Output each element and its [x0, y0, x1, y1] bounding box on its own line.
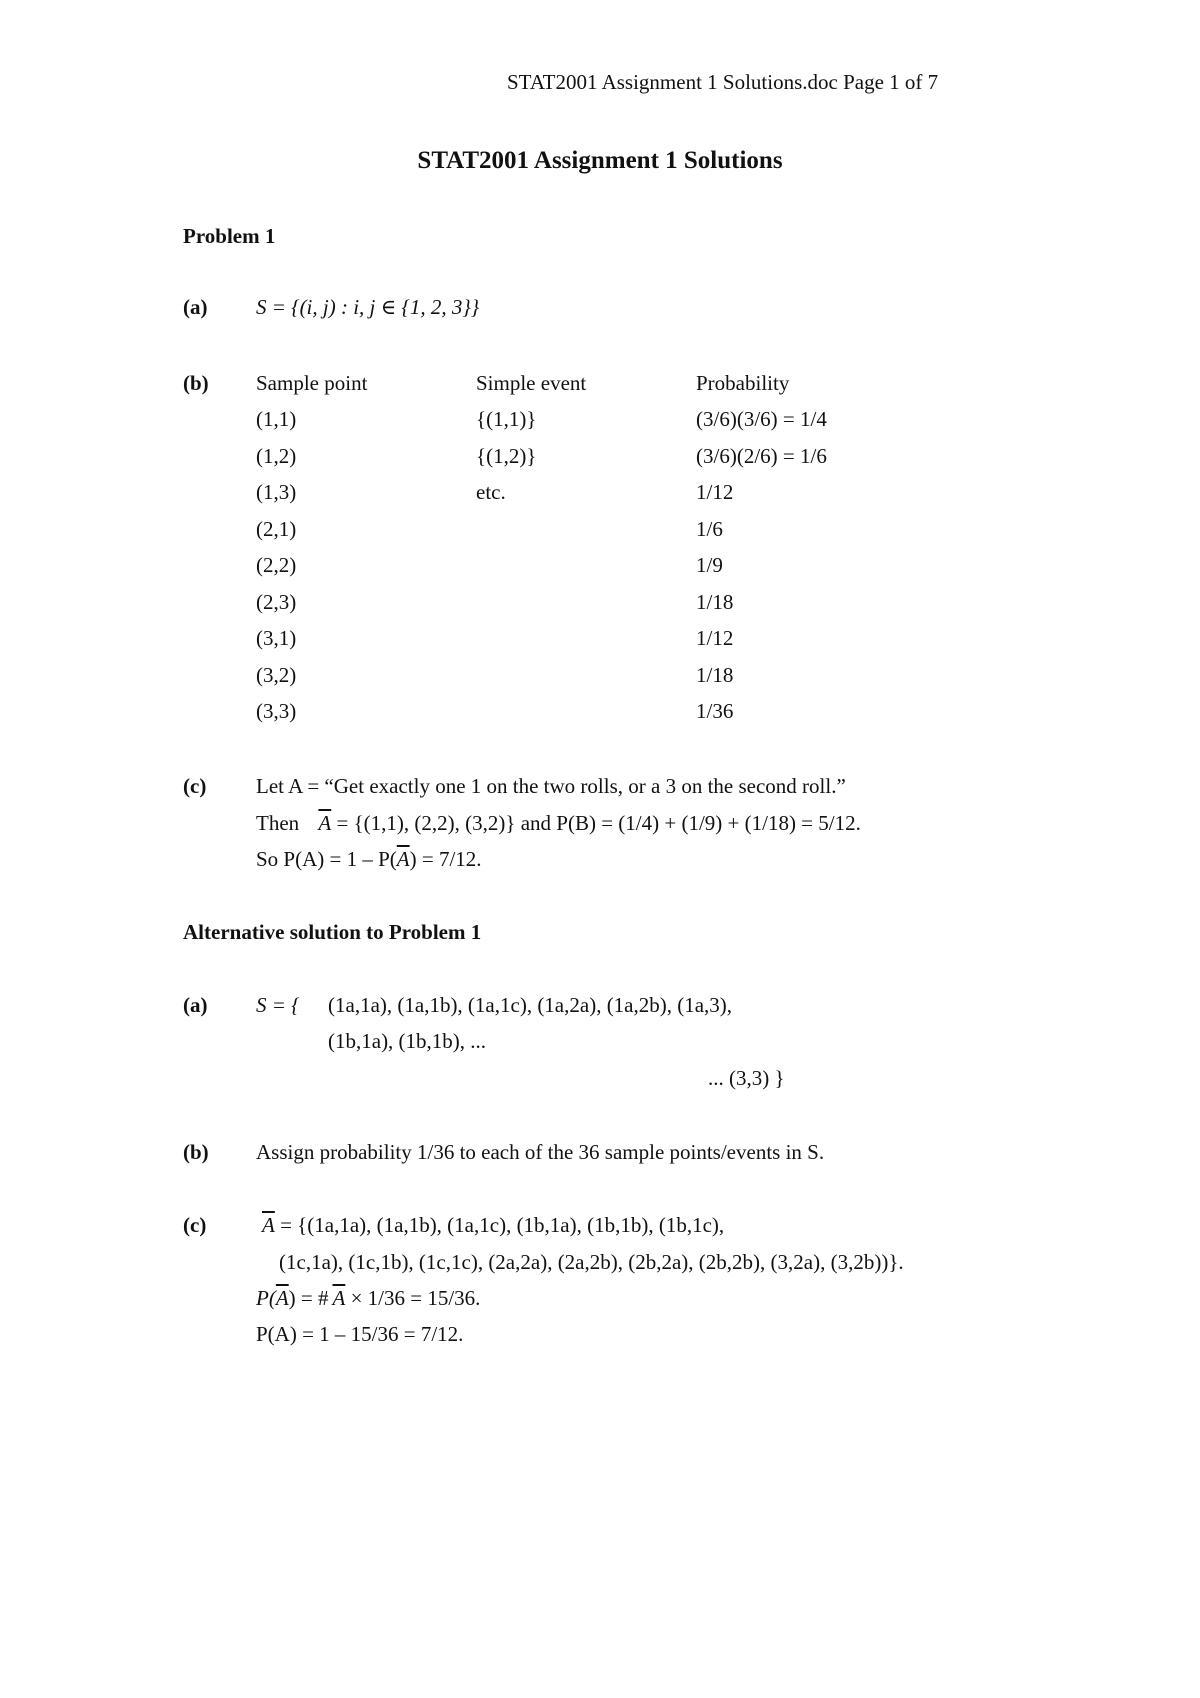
- equal-probability-statement: Assign probability 1/36 to each of the 36 sample points/events in S.: [256, 1140, 825, 1164]
- sample-point-cell: (1,1): [256, 407, 297, 431]
- probability-cell: (3/6)(2/6) = 1/6: [696, 444, 827, 468]
- a-bar-symbol: $\overline{A}$: [396, 847, 410, 871]
- p-prefix: P(: [256, 1286, 276, 1310]
- sample-point-cell: (1,2): [256, 444, 297, 468]
- sample-point-cell: (3,3): [256, 699, 297, 723]
- column-header-sample-point: Sample point: [256, 371, 368, 395]
- a-bar-symbol: $\overline{A}$: [332, 1286, 346, 1310]
- sample-space-line-2: (1b,1a), (1b,1b), ...: [328, 1029, 487, 1053]
- probability-cell: 1/12: [696, 626, 734, 650]
- complement-set-line-1: [262, 1215, 724, 1236]
- part-a-label: (a): [183, 295, 208, 319]
- page-header: STAT2001 Assignment 1 Solutions.doc Page 1 of 7: [507, 70, 939, 94]
- alt-part-b-label: (b): [183, 1140, 209, 1164]
- simple-event-cell: etc.: [476, 480, 506, 504]
- complement-probability-line: [256, 1288, 480, 1309]
- sample-point-cell: (2,1): [256, 517, 297, 541]
- sample-space-line-1: (1a,1a), (1a,1b), (1a,1c), (1a,2a), (1a,2b), (1a,3),: [328, 993, 733, 1017]
- complement-set-text: = {(1a,1a), (1a,1b), (1a,1c), (1b,1a), (1b,1b), (1b,1c),: [280, 1213, 725, 1237]
- complement-set-line-2: (1c,1a), (1c,1b), (1c,1c), (2a,2a), (2a,2b), (2b,2a), (2b,2b), (3,2a), (3,2b))}.: [279, 1250, 904, 1274]
- column-header-probability: Probability: [696, 371, 790, 395]
- probability-cell: 1/36: [696, 699, 734, 723]
- sample-point-cell: (2,2): [256, 553, 297, 577]
- then-word: Then: [256, 811, 300, 835]
- sample-point-cell: (2,3): [256, 590, 297, 614]
- alt-part-a-label: (a): [183, 993, 208, 1017]
- sample-point-cell: (1,3): [256, 480, 297, 504]
- part-b-label: (b): [183, 371, 209, 395]
- event-definition-line: Let A = “Get exactly one 1 on the two rolls, or a 3 on the second roll.”: [256, 774, 846, 798]
- probability-cell: 1/18: [696, 663, 734, 687]
- probability-cell: 1/6: [696, 517, 723, 541]
- a-bar-symbol: $\overline{A}$: [318, 811, 332, 835]
- complement-text: = {(1,1), (2,2), (3,2)} and P(B) = (1/4) + (1/9) + (1/18) = 5/12.: [336, 811, 861, 835]
- probability-cell: 1/18: [696, 590, 734, 614]
- problem-1-heading: Problem 1: [183, 224, 276, 248]
- simple-event-cell: {(1,1)}: [476, 407, 537, 431]
- alternative-solution-heading: Alternative solution to Problem 1: [183, 920, 482, 944]
- part-c-label: (c): [183, 774, 207, 798]
- document-title: STAT2001 Assignment 1 Solutions: [417, 147, 783, 174]
- column-header-simple-event: Simple event: [476, 371, 587, 395]
- count-result: × 1/36 = 15/36.: [345, 1286, 481, 1310]
- result-suffix: ) = 7/12.: [409, 847, 482, 871]
- result-prefix: So P(A) = 1 – P(: [256, 847, 397, 871]
- sample-point-cell: (3,2): [256, 663, 297, 687]
- probability-result-line: [256, 849, 482, 870]
- final-probability-line: P(A) = 1 – 15/36 = 7/12.: [256, 1322, 464, 1346]
- sample-point-cell: (3,1): [256, 626, 297, 650]
- complement-line: [256, 813, 861, 834]
- sample-space-formula: S = {(i, j) : i, j ∈ {1, 2, 3}}: [256, 295, 480, 319]
- alt-part-c-label: (c): [183, 1213, 207, 1237]
- simple-event-cell: {(1,2)}: [476, 444, 537, 468]
- probability-cell: 1/9: [696, 553, 723, 577]
- sample-space-open: S = {: [256, 993, 300, 1017]
- sample-space-line-3: ... (3,3) }: [708, 1066, 785, 1090]
- probability-cell: 1/12: [696, 480, 734, 504]
- count-prefix: ) = #: [288, 1286, 329, 1310]
- a-bar-symbol: $\overline{A}$: [275, 1286, 289, 1310]
- a-bar-symbol: $\overline{A}$: [262, 1213, 275, 1237]
- probability-cell: (3/6)(3/6) = 1/4: [696, 407, 827, 431]
